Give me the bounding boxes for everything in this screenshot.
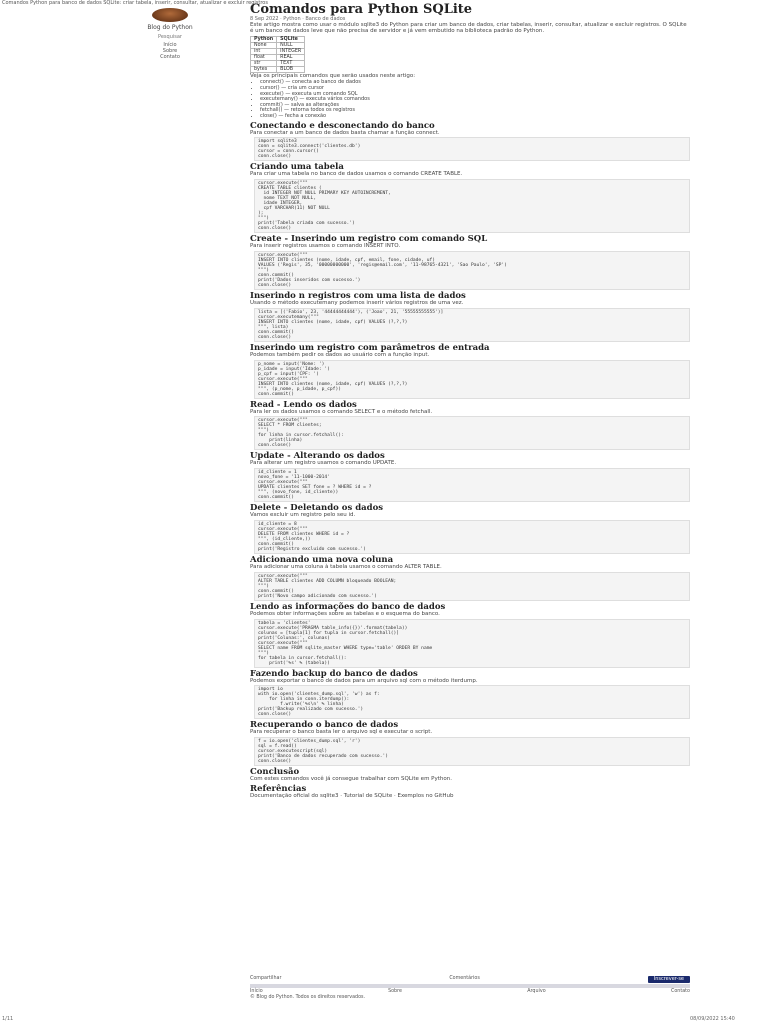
section-heading: Update - Alterando os dados — [250, 451, 385, 462]
table-cell: str — [251, 60, 277, 66]
browser-title-bar: Comandos Python para banco de dados SQLite: criar tabela, inserir, consultar, atualizar e excluir registros — [2, 0, 268, 6]
section-heading: Delete - Deletando os dados — [250, 503, 384, 514]
section-paragraph: Podemos exportar o banco de dados para um arquivo sql com o método iterdump. — [250, 677, 478, 684]
section-heading: Lendo as informações do banco de dados — [250, 601, 446, 612]
code-block[interactable]: cursor.execute(""" CREATE TABLE clientes ( id INTEGER NOT NULL PRIMARY KEY AUTOINCREMENT, nome TEXT NOT NULL, idade INTEGER, cpf VARCHAR(11) NOT NULL ); """) print('Tabela criada com sucesso.') conn.close() — [254, 179, 690, 233]
footer-link[interactable]: Início — [250, 989, 263, 994]
sidebar — [120, 8, 220, 60]
post-meta: 8 Sep 2022 · Python · Banco de dados — [250, 16, 346, 22]
section-paragraph: Para adicionar uma coluna à tabela usamos o comando ALTER TABLE. — [250, 563, 442, 570]
section-heading: Adicionando uma nova coluna — [250, 554, 394, 565]
section-heading: Read - Lendo os dados — [250, 399, 357, 410]
types-table — [250, 36, 305, 73]
section-heading: Fazendo backup do banco de dados — [250, 668, 418, 679]
page-title: Comandos para Python SQLite — [250, 2, 473, 17]
footer-link[interactable]: Arquivo — [527, 989, 546, 994]
section-paragraph: Vamos excluir um registro pelo seu id. — [250, 512, 356, 519]
list-item: • execute() — executa um comando SQL — [260, 92, 690, 98]
section-paragraph: Documentação oficial do sqlite3 · Tutorial de SQLite · Exemplos no GitHub — [250, 792, 454, 799]
article-sections — [250, 122, 690, 800]
code-block[interactable]: cursor.execute(""" SELECT * FROM clientes; """) for linha in cursor.fetchall(): print(linha) conn.close() — [254, 416, 690, 450]
section-paragraph: Para recuperar o banco basta ler o arquivo sql e executar o script. — [250, 729, 433, 736]
section-heading: Conclusão — [250, 767, 300, 778]
table-body — [251, 42, 305, 72]
code-block[interactable]: lista = [('Fabio', 23, '44444444444'), ('Joao', 21, '55555555555')] cursor.executemany(""" INSERT INTO clientes (nome, idade, cpf) VALUES (?,?,?) """, lista) conn.commit() conn.close() — [254, 308, 690, 342]
section-paragraph: Para inserir registros usamos o comando INSERT INTO. — [250, 243, 401, 250]
section-heading: Inserindo um registro com parâmetros de entrada — [250, 342, 490, 353]
table-cell: INTEGER — [277, 48, 305, 54]
table-cell: float — [251, 54, 277, 60]
code-block[interactable]: p_nome = input('Nome: ') p_idade = input('Idade: ') p_cpf = input('CPF: ') cursor.execute(""" INSERT INTO clientes (nome, idade, cpf) VALUES (?,?,?) """, (p_nome, p_idade, p_cpf)) conn.commit() — [254, 360, 690, 399]
section-paragraph: Para alterar um registro usamos o comando UPDATE. — [250, 460, 397, 467]
comments-link[interactable]: Comentários — [449, 976, 480, 981]
footer-link[interactable]: Contato — [671, 989, 690, 994]
search-input[interactable]: Pesquisar — [158, 34, 182, 40]
table-cell: None — [251, 42, 277, 48]
table-cell: bytes — [251, 66, 277, 72]
list-item: • fetchall() — retorna todos os registros — [260, 108, 690, 114]
table-cell: BLOB — [277, 66, 305, 72]
list-item: • executemany() — executa vários comandos — [260, 97, 690, 103]
print-timestamp: 08/09/2022 15:40 — [690, 1016, 735, 1022]
list-item: • close() — fecha a conexão — [260, 114, 690, 120]
table-cell: TEXT — [277, 60, 305, 66]
commands-list — [250, 80, 690, 119]
list-item: • cursor() — cria um cursor — [260, 86, 690, 92]
table-header-cell: Python — [251, 36, 277, 42]
code-block[interactable]: id_cliente = 1 novo_fone = '11-1000-2014' cursor.execute(""" UPDATE clientes SET fone = ? WHERE id = ? """, (novo_fone, id_cliente)) conn.commit() — [254, 468, 690, 502]
sidebar-item-about[interactable]: Sobre — [162, 48, 178, 54]
list-item: • commit() — salva as alterações — [260, 103, 690, 109]
table-cell: NULL — [277, 42, 305, 48]
footer-divider — [250, 984, 690, 988]
section-paragraph: Podemos obter informações sobre as tabelas e o esquema do banco. — [250, 610, 440, 617]
list-item: • connect() — conecta ao banco de dados — [260, 80, 690, 86]
site-name[interactable]: Blog do Python — [147, 24, 193, 31]
page-number: 1/11 — [2, 1016, 14, 1022]
section-paragraph: Para conectar a um banco de dados basta chamar a função connect. — [250, 129, 440, 136]
section-heading: Inserindo n registros com uma lista de dados — [250, 290, 466, 301]
share-link[interactable]: Compartilhar — [250, 976, 282, 981]
table-cell: int — [251, 48, 277, 54]
section-paragraph: Podemos também pedir os dados ao usuário com a função input. — [250, 351, 430, 358]
section-paragraph: Para criar uma tabela no banco de dados usamos o comando CREATE TABLE. — [250, 171, 463, 178]
code-block[interactable]: f = io.open('clientes_dump.sql', 'r') sql = f.read() cursor.executescript(sql) print('Banco de dados recuperado com sucesso.') conn.close() — [254, 737, 690, 766]
code-block[interactable]: cursor.execute(""" ALTER TABLE clientes ADD COLUMN bloqueado BOOLEAN; """) conn.commit() print('Novo campo adicionado com sucesso.') — [254, 572, 690, 601]
intro-paragraph: Este artigo mostra como usar o módulo sqlite3 do Python para criar um banco de dados, criar tabelas, inserir, consultar, atualizar e excluir registros. O SQLite é um banco de dados leve que não precisa de servidor e já vem embutido na biblioteca padrão do Python. — [250, 22, 687, 34]
article — [250, 4, 690, 801]
footer — [250, 976, 690, 1000]
section-heading: Criando uma tabela — [250, 162, 344, 173]
section-heading: Recuperando o banco de dados — [250, 720, 399, 731]
section-paragraph: Para ler os dados usamos o comando SELECT e o método fetchall. — [250, 408, 433, 415]
sidebar-nav — [120, 42, 220, 60]
section-paragraph: Com estes comandos você já consegue trabalhar com SQLite em Python. — [250, 776, 452, 783]
table-row — [251, 66, 305, 72]
code-block[interactable]: import io with io.open('clientes_dump.sql', 'w') as f: for linha in conn.iterdump(): f.write('%s\n' % linha) print('Backup realizado com sucesso.') conn.close() — [254, 685, 690, 719]
sidebar-item-home[interactable]: Início — [163, 42, 177, 48]
table-cell: REAL — [277, 54, 305, 60]
sidebar-item-contact[interactable]: Contato — [160, 54, 180, 60]
table-header-cell: SQLite — [277, 36, 305, 42]
section-heading: Create - Inserindo um registro com comando SQL — [250, 234, 488, 245]
code-block[interactable]: tabela = 'clientes' cursor.execute('PRAGMA table_info({})'.format(tabela)) colunas = [tupla[1] for tupla in cursor.fetchall()] print('Colunas:', colunas) cursor.execute(""" SELECT name FROM sqlite_master WHERE type='table' ORDER BY name """) for tabela in cursor.fetchall(): print('%s' % (tabela)) — [254, 619, 690, 668]
footer-link[interactable]: Sobre — [388, 989, 402, 994]
section-paragraph: Usando o método executemany podemos inserir vários registros de uma vez. — [250, 299, 464, 306]
code-block[interactable]: id_cliente = 8 cursor.execute(""" DELETE FROM clientes WHERE id = ? """, (id_cliente,)) conn.commit() print('Registro excluido com sucesso.') — [254, 520, 690, 554]
code-block[interactable]: import sqlite3 conn = sqlite3.connect('clientes.db') cursor = conn.cursor() conn.close() — [254, 137, 690, 161]
section-heading: Conectando e desconectando do banco — [250, 120, 435, 131]
list-intro: Veja os principais comandos que serão usados neste artigo: — [250, 72, 416, 79]
subscribe-button[interactable]: Inscrever-se — [648, 976, 690, 983]
copyright: © Blog do Python. Todos os direitos reservados. — [250, 995, 366, 1000]
code-block[interactable]: cursor.execute(""" INSERT INTO clientes (nome, idade, cpf, email, fone, cidade, uf) VALUES ('Regis', 35, '00000000000', 'regis@email.com', '11-98765-4321', 'Sao Paulo', 'SP') """) conn.commit() print('Dados inseridos com sucesso.') conn.close() — [254, 251, 690, 290]
site-logo-icon[interactable] — [152, 8, 188, 22]
section-heading: Referências — [250, 783, 307, 794]
